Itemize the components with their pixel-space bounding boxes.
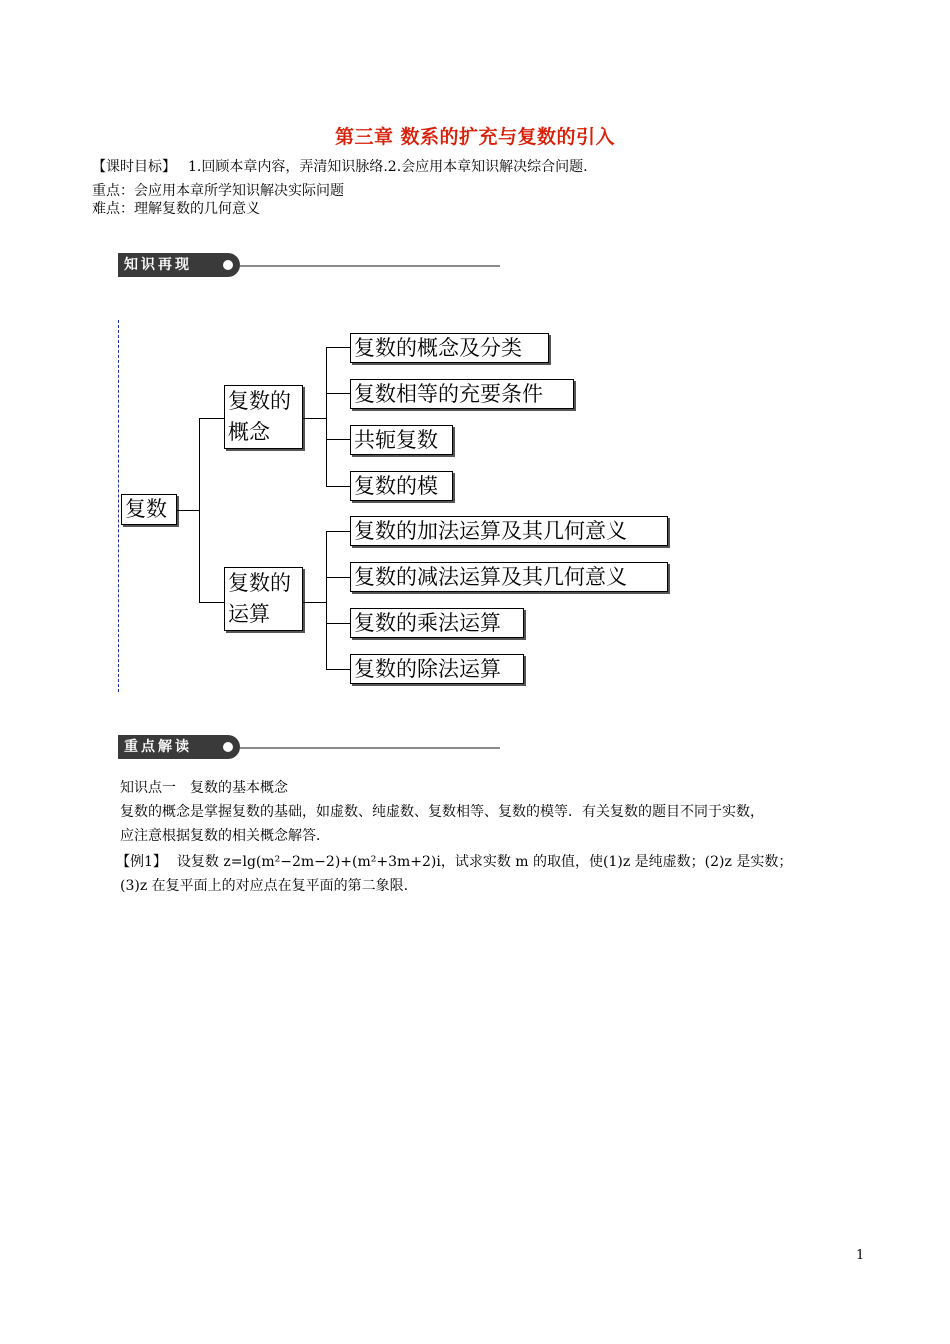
- dashed-margin-line: [118, 320, 119, 692]
- connector: [199, 418, 200, 602]
- example-line: [116, 850, 792, 874]
- mindmap-leaf: 复数的减法运算及其几何意义: [350, 562, 668, 592]
- circle-icon: [223, 260, 233, 270]
- connector: [326, 347, 350, 348]
- connector: [326, 669, 350, 670]
- connector: [326, 577, 350, 578]
- difficulty-point: 难点：理解复数的几何意义: [92, 201, 260, 217]
- section-header-label: 知识再现: [124, 257, 192, 273]
- section-header-knowledge-review: [118, 253, 240, 277]
- section-rule: [240, 747, 500, 749]
- mindmap-branch-operations: 复数的运算: [224, 567, 303, 631]
- connector: [326, 439, 350, 440]
- connector: [303, 602, 326, 603]
- connector: [326, 531, 327, 669]
- circle-icon: [223, 742, 233, 752]
- example-text: 设复数 z=lg(m²−2m−2)+(m²+3m+2)i，试求实数 m 的取值，使(1)z 是纯虚数；(2)z 是实数；: [176, 854, 793, 870]
- knowledge-point-paragraph: 应注意根据复数的相关概念解答．: [120, 828, 330, 844]
- objectives-line: [92, 158, 588, 176]
- mindmap-leaf: 复数的概念及分类: [350, 333, 549, 363]
- connector: [326, 623, 350, 624]
- mindmap-branch-concept: 复数的概念: [224, 385, 303, 449]
- example-label: 【例1】: [116, 854, 167, 870]
- mindmap-leaf: 复数的除法运算: [350, 654, 524, 684]
- mindmap-leaf: 共轭复数: [350, 425, 453, 455]
- connector: [326, 347, 327, 487]
- connector: [326, 486, 350, 487]
- connector: [177, 510, 199, 511]
- objectives-label: 【课时目标】: [92, 159, 176, 175]
- example-text: (3)z 在复平面上的对应点在复平面的第二象限.: [120, 878, 409, 894]
- section-rule: [240, 265, 500, 267]
- knowledge-point-heading: 知识点一 复数的基本概念: [120, 780, 288, 796]
- mindmap-root: 复数: [121, 494, 177, 525]
- knowledge-point-paragraph: 复数的概念是掌握复数的基础，如虚数、纯虚数、复数相等、复数的模等．有关复数的题目不同于实数，: [120, 804, 764, 820]
- mindmap-leaf: 复数的乘法运算: [350, 608, 524, 638]
- key-point: 重点：会应用本章所学知识解决实际问题: [92, 183, 344, 199]
- mindmap-leaf: 复数相等的充要条件: [350, 379, 574, 409]
- mindmap-leaf: 复数的加法运算及其几何意义: [350, 516, 668, 546]
- mindmap-leaf: 复数的模: [350, 471, 453, 501]
- connector: [303, 418, 326, 419]
- page-number: 1: [856, 1248, 865, 1263]
- connector: [199, 602, 224, 603]
- connector: [326, 393, 350, 394]
- section-header-key-interpretation: [118, 735, 240, 759]
- chapter-title: 第三章 数系的扩充与复数的引入: [334, 126, 616, 148]
- connector: [199, 418, 224, 419]
- connector: [326, 531, 350, 532]
- objectives-text: 1.回顾本章内容，弄清知识脉络.2.会应用本章知识解决综合问题.: [188, 159, 588, 175]
- section-header-label: 重点解读: [124, 739, 192, 755]
